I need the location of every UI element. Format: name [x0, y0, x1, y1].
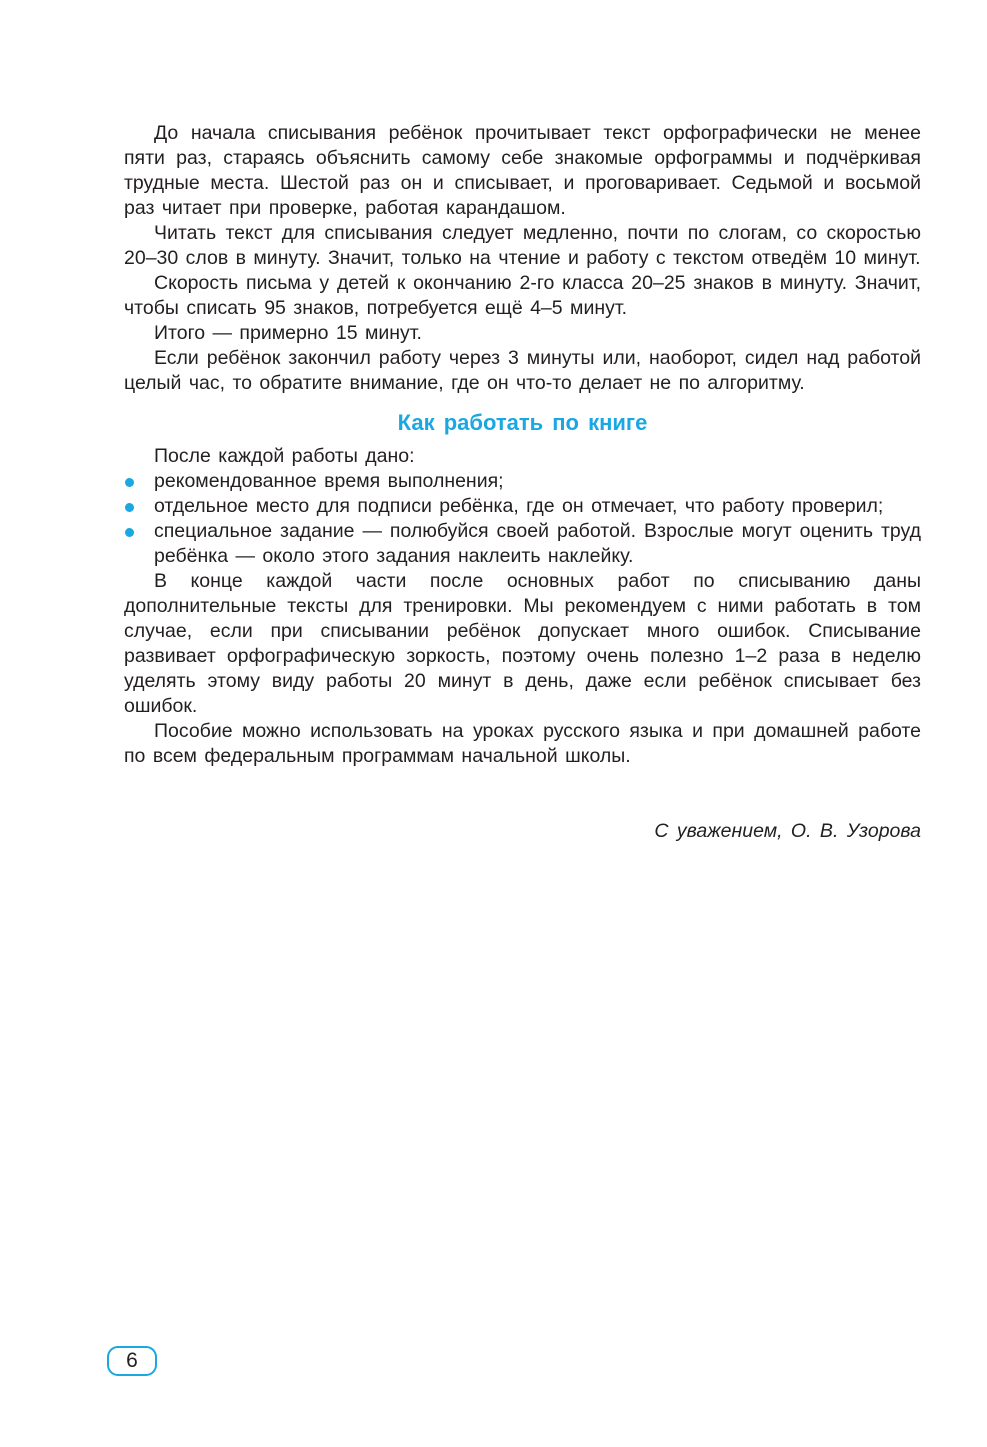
page-body	[124, 121, 921, 844]
bullet-dot-icon	[125, 528, 134, 537]
page-number: 6	[107, 1346, 157, 1376]
paragraph-intro: После каждой работы дано:	[154, 445, 415, 467]
paragraph-algorithm-note: Если ребёнок закончил работу через 3 минуты или, наоборот, сидел над работой целый час, то обратите внимание, где он что-то делает не по алгоритму.	[124, 347, 921, 394]
list-item-text: рекомендованное время выполнения;	[154, 470, 504, 492]
list-item	[154, 494, 921, 519]
paragraph-copying-procedure: До начала списывания ребёнок прочитывает текст орфографически не менее пяти раз, стараясь объяснить самому себе знакомые орфограммы и подчёркивая трудные места. Шестой раз он и списывает, и проговаривает. Седьмой и восьмой раз читает при проверке, работая карандашом.	[124, 122, 921, 219]
paragraph-total-time: Итого — примерно 15 минут.	[154, 322, 422, 344]
list-item-text: отдельное место для подписи ребёнка, где он отмечает, что работу проверил;	[154, 495, 884, 517]
signature: С уважением, О. В. Узорова	[654, 820, 921, 842]
section-heading: Как работать по книге	[397, 410, 648, 435]
bullet-dot-icon	[125, 503, 134, 512]
bullet-list	[124, 469, 921, 569]
paragraph-writing-speed: Скорость письма у детей к окончанию 2-го класса 20–25 знаков в минуту. Значит, чтобы списать 95 знаков, потребуется ещё 4–5 минут.	[124, 272, 921, 319]
paragraph-usage: Пособие можно использовать на уроках русского языка и при домашней работе по всем федеральным программам начальной школы.	[124, 720, 921, 767]
list-item	[154, 519, 921, 569]
paragraph-reading-speed: Читать текст для списывания следует медленно, почти по слогам, со скоростью 20–30 слов в минуту. Значит, только на чтение и работу с текстом отведём 10 минут.	[124, 222, 921, 269]
bullet-dot-icon	[125, 478, 134, 487]
list-item	[154, 469, 921, 494]
paragraph-extra-texts: В конце каждой части после основных работ по списыванию даны дополнительные тексты для тренировки. Мы рекомендуем с ними работать в том случае, если при списывании ребёнок допускает много ошибок. Списывание развивает орфографическую зоркость, поэтому очень полезно 1–2 раза в неделю уделять этому виду работы 20 минут в день, даже если ребёнок списывает без ошибок.	[124, 570, 921, 717]
list-item-text: специальное задание — полюбуйся своей работой. Взрослые могут оценить труд ребёнка — около этого задания наклеить наклейку.	[154, 520, 921, 567]
